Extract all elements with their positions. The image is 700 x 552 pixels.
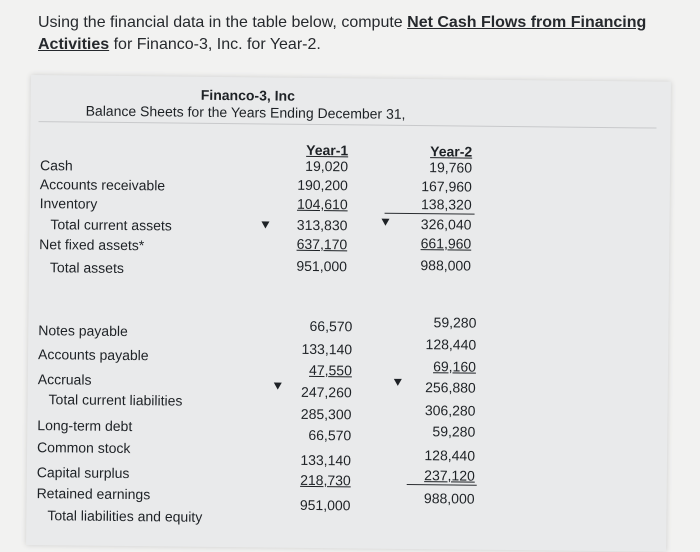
subtotal-rule [407, 484, 477, 486]
sheet-subtitle: Balance Sheets for the Years Ending December 31, [85, 102, 406, 122]
liability-label: Accruals [37, 371, 92, 388]
liability-y2-value: 128,440 [424, 447, 476, 464]
liability-label: Notes payable [38, 322, 128, 340]
asset-y1-value: 19,020 [305, 157, 349, 175]
liability-y2-value: 306,280 [424, 402, 476, 419]
asset-label: Net fixed assets* [39, 236, 145, 254]
tick-mark [274, 383, 282, 390]
liability-label: Total liabilities and equity [47, 507, 203, 525]
asset-y2-value: 326,040 [420, 216, 472, 233]
liability-y1-value: 951,000 [299, 496, 351, 514]
asset-y2-value: 167,960 [421, 178, 472, 195]
tick-mark [261, 221, 269, 228]
asset-y2-value: 19,760 [429, 159, 473, 176]
liability-y1-value: 247,260 [301, 383, 352, 401]
liability-label: Retained earnings [36, 485, 151, 503]
liability-y2-value: 988,000 [423, 490, 475, 507]
asset-label: Total current assets [50, 216, 172, 234]
liability-label: Accounts payable [37, 346, 149, 364]
asset-y1-value: 190,200 [297, 176, 348, 194]
asset-y1-value: 637,170 [296, 235, 348, 253]
liability-y2-value: 128,440 [425, 336, 477, 353]
liability-y2-value: 237,120 [424, 467, 475, 484]
asset-y1-value: 313,830 [296, 216, 348, 234]
tick-mark [394, 379, 402, 386]
liability-label: Long-term debt [37, 417, 133, 435]
company-name: Financo-3, Inc [200, 86, 296, 104]
liability-label: Total current liabilities [48, 391, 183, 409]
liability-y1-value: 47,550 [309, 361, 353, 379]
asset-label: Total assets [49, 259, 125, 276]
tick-mark [381, 219, 389, 226]
liability-y1-value: 66,570 [308, 426, 352, 444]
asset-label: Accounts receivable [39, 176, 166, 194]
year2-header: Year-2 [430, 143, 473, 160]
liability-y1-value: 285,300 [300, 405, 352, 423]
year1-header: Year-1 [306, 141, 349, 159]
asset-y1-value: 104,610 [296, 195, 348, 213]
question-emphasis: Net Cash Flows from Financing Activities [38, 14, 647, 53]
liability-label: Capital surplus [36, 464, 130, 482]
question-text [38, 12, 678, 56]
liability-y2-value: 256,880 [425, 379, 476, 396]
question-part2: for Financo-3, Inc. for Year-2. [113, 36, 321, 53]
liability-label: Common stock [37, 439, 131, 457]
asset-y2-value: 988,000 [420, 257, 472, 274]
liability-y1-value: 66,570 [309, 317, 353, 335]
asset-label: Inventory [39, 195, 98, 212]
liability-y2-value: 59,280 [433, 314, 477, 331]
question-part1: Using the financial data in the table below, compute [38, 14, 403, 31]
header-divider [39, 121, 657, 128]
liability-y1-value: 133,140 [300, 451, 352, 469]
asset-y2-value: 138,320 [420, 196, 472, 213]
asset-y2-value: 661,960 [420, 235, 472, 252]
liability-y1-value: 218,730 [300, 471, 351, 489]
asset-label: Cash [39, 157, 73, 174]
balance-sheet [26, 75, 671, 552]
liability-y1-value: 133,140 [301, 340, 353, 358]
liability-y2-value: 69,160 [433, 358, 477, 375]
liability-y2-value: 59,280 [432, 423, 476, 440]
asset-y1-value: 951,000 [296, 257, 348, 275]
subtotal-rule [385, 213, 475, 215]
